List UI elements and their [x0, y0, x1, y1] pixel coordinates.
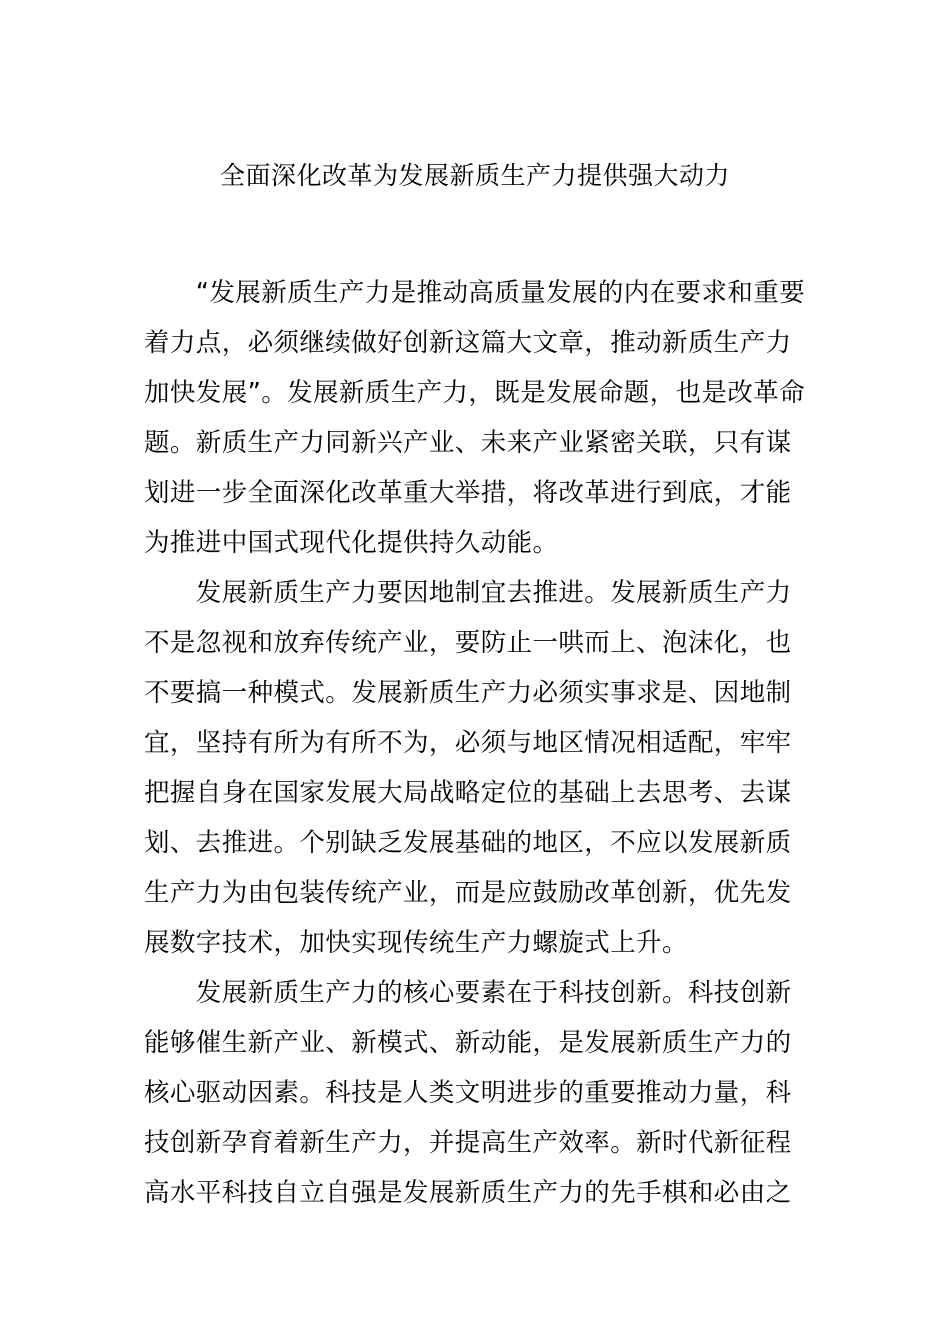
text-line: 能够催生新产业、新模式、新动能，是发展新质生产力的 — [144, 1028, 792, 1058]
paragraph-2 — [144, 568, 806, 968]
text-line: 把握自身在国家发展大局战略定位的基础上去思考、去谋 — [144, 778, 792, 808]
text-line: 不要搞一种模式。发展新质生产力必须实事求是、因地制 — [144, 678, 792, 708]
document-title: 全面深化改革为发展新质生产力提供强大动力 — [219, 161, 730, 190]
text-line: 不是忽视和放弃传统产业，要防止一哄而上、泡沫化，也 — [144, 628, 792, 658]
text-line: 加快发展”。发展新质生产力，既是发展命题，也是改革命 — [144, 378, 806, 408]
text-line: 着力点，必须继续做好创新这篇大文章，推动新质生产力 — [144, 328, 792, 358]
text-line: 发展新质生产力的核心要素在于科技创新。科技创新 — [144, 978, 792, 1008]
text-line: 展数字技术，加快实现传统生产力螺旋式上升。 — [144, 928, 688, 958]
text-line: “发展新质生产力是推动高质量发展的内在要求和重要 — [144, 278, 806, 308]
paragraph-3 — [144, 968, 806, 1218]
paragraph-1 — [144, 268, 806, 568]
text-line: 核心驱动因素。科技是人类文明进步的重要推动力量，科 — [144, 1078, 792, 1108]
text-line: 生产力为由包装传统产业，而是应鼓励改革创新，优先发 — [144, 878, 792, 908]
text-line: 划、去推进。个别缺乏发展基础的地区，不应以发展新质 — [144, 828, 792, 858]
text-line: 题。新质生产力同新兴产业、未来产业紧密关联，只有谋 — [144, 428, 792, 458]
text-line: 宜，坚持有所为有所不为，必须与地区情况相适配，牢牢 — [144, 728, 792, 758]
text-line: 高水平科技自立自强是发展新质生产力的先手棋和必由之 — [144, 1178, 792, 1208]
text-line: 发展新质生产力要因地制宜去推进。发展新质生产力 — [144, 578, 792, 608]
text-line: 为推进中国式现代化提供持久动能。 — [144, 528, 559, 558]
text-line: 技创新孕育着新生产力，并提高生产效率。新时代新征程 — [144, 1128, 792, 1158]
text-line: 划进一步全面深化改革重大举措，将改革进行到底，才能 — [144, 478, 792, 508]
